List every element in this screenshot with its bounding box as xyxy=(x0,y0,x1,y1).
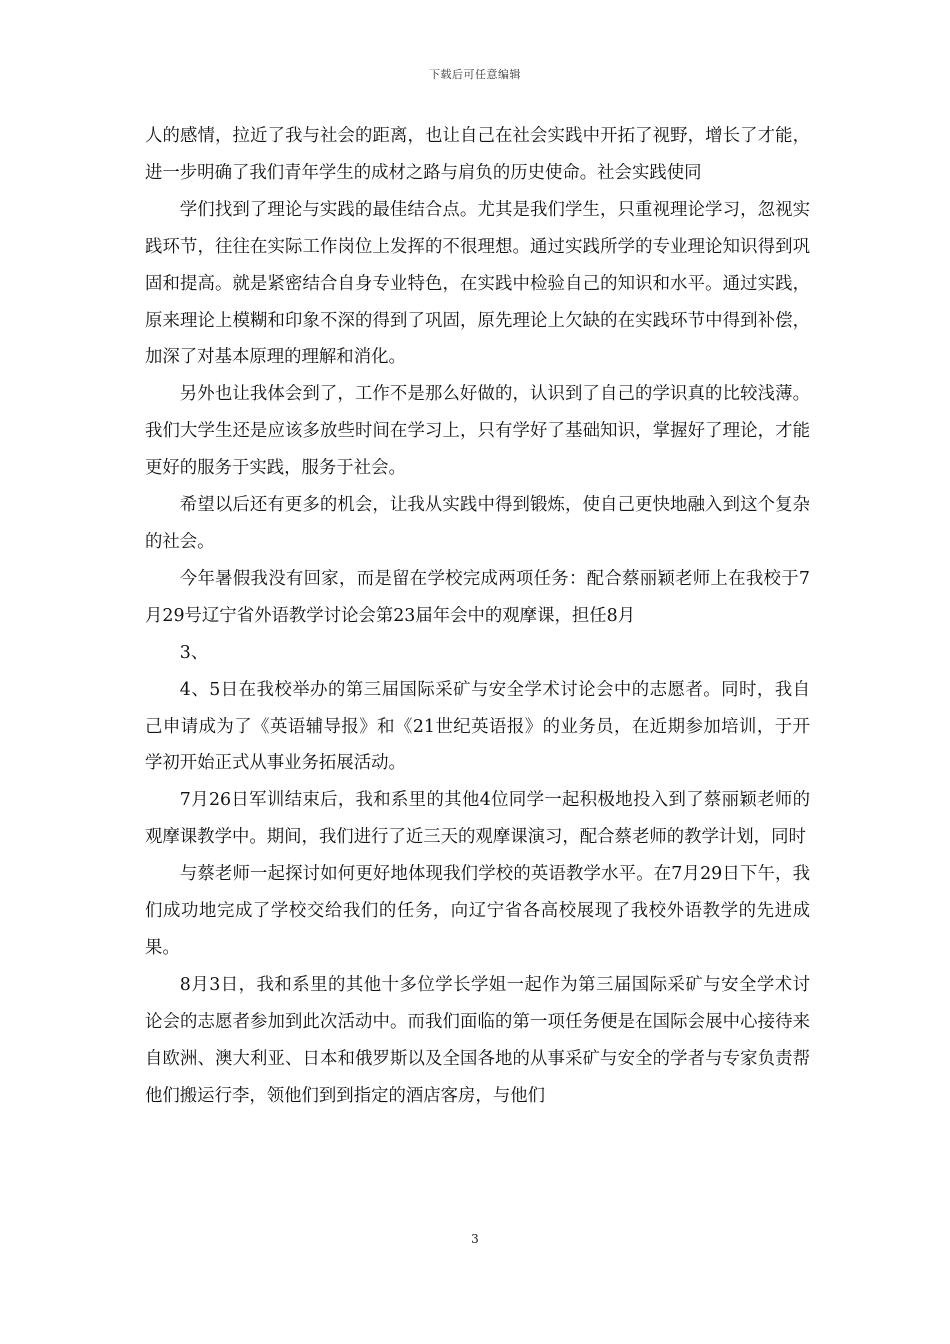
paragraph: 7月26日军训结束后，我和系里的其他4位同学一起积极地投入到了蔡丽颖老师的观摩课教学中。期间，我们进行了近三天的观摩课演习，配合蔡老师的教学计划，同时 xyxy=(145,790,810,848)
paragraph: 8月3日，我和系里的其他十多位学长学姐一起作为第三届国际采矿与安全学术讨论会的志愿者参加到此次活动中。而我们面临的第一项任务便是在国际会展中心接待来自欧洲、澳大利亚、日本和俄罗斯以及全国各地的从事采矿与安全的学者与专家负责帮他们搬运行李，领他们到到指定的酒店客房，与他们 xyxy=(145,974,810,1106)
page-header: 下载后可任意编辑 xyxy=(429,68,521,81)
paragraph: 人的感情，拉近了我与社会的距离，也让自己在社会实践中开拓了视野，增长了才能，进一步明确了我们青年学生的成材之路与肩负的历史使命。社会实践使同 xyxy=(145,126,810,183)
paragraph: 另外也让我体会到了，工作不是那么好做的，认识到了自己的学识真的比较浅薄。我们大学生还是应该多放些时间在学习上，只有学好了基础知识，掌握好了理论，才能更好的服务于实践，服务于社会。 xyxy=(145,384,810,479)
paragraph: 今年暑假我没有回家，而是留在学校完成两项任务：配合蔡丽颖老师上在我校于7月29号辽宁省外语教学讨论会第23届年会中的观摩课，担任8月 xyxy=(145,568,810,626)
paragraph: 3、 xyxy=(179,642,209,663)
page-number: 3 xyxy=(471,1232,479,1246)
paragraph: 与蔡老师一起探讨如何更好地体现我们学校的英语教学水平。在7月29日下午，我们成功地完成了学校交给我们的任务，向辽宁省各高校展现了我校外语教学的先进成果。 xyxy=(145,864,810,958)
document-body xyxy=(145,118,810,1114)
paragraph: 4、5日在我校举办的第三届国际采矿与安全学术讨论会中的志愿者。同时，我自己申请成为了《英语辅导报》和《21世纪英语报》的业务员，在近期参加培训，于开学初开始正式从事业务拓展活动。 xyxy=(145,679,810,774)
paragraph: 学们找到了理论与实践的最佳结合点。尤其是我们学生，只重视理论学习，忽视实践环节，往往在实际工作岗位上发挥的不很理想。通过实践所学的专业理论知识得到巩固和提高。就是紧密结合自身专业特色，在实践中检验自己的知识和水平。通过实践，原来理论上模糊和印象不深的得到了巩固，原先理论上欠缺的在实践环节中得到补偿，加深了对基本原理的理解和消化。 xyxy=(145,199,810,368)
paragraph: 希望以后还有更多的机会，让我从实践中得到锻炼，使自己更快地融入到这个复杂的社会。 xyxy=(145,495,810,552)
